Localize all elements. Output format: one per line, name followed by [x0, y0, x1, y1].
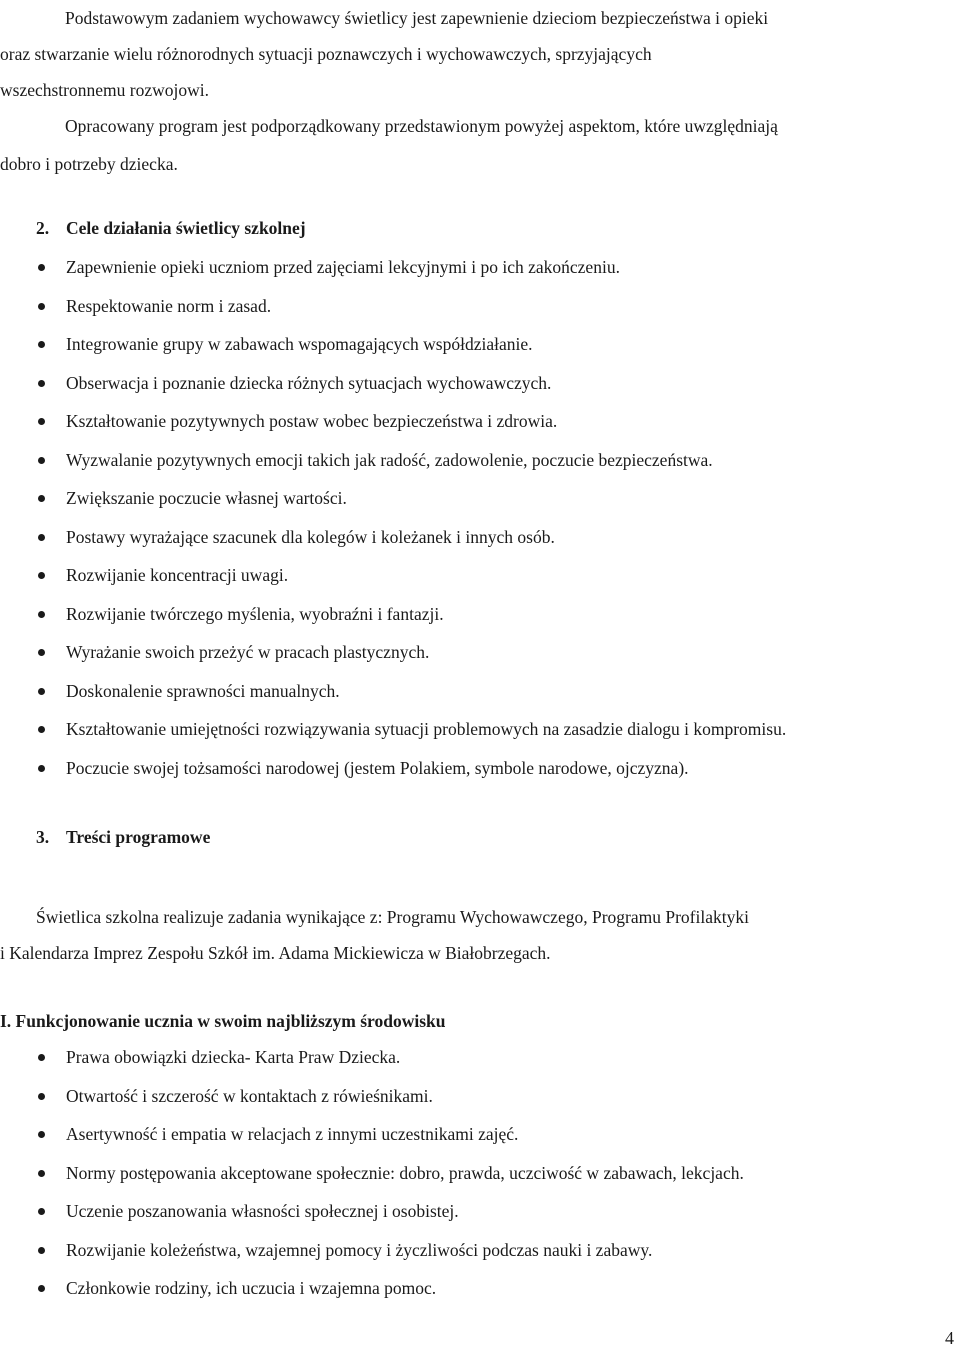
list-item-text: Doskonalenie sprawności manualnych.: [66, 680, 340, 701]
section-title: Treści programowe: [66, 827, 211, 847]
bullet-icon: [38, 1170, 45, 1177]
topics-list: [0, 1047, 744, 1299]
list-item: [0, 604, 786, 625]
list-item-text: Integrowanie grupy w zabawach wspomagających współdziałanie.: [66, 334, 533, 354]
text-line: Podstawowym zadaniem wychowawcy świetlicy jest zapewnienie dzieciom bezpieczeństwa i opieki: [65, 8, 769, 28]
bullet-icon: [38, 726, 45, 733]
list-item-text: Członkowie rodziny, ich uczucia i wzajemna pomoc.: [66, 1278, 437, 1298]
list-item-text: Postawy wyrażające szacunek dla kolegów i koleżanek i innych osób.: [66, 526, 555, 547]
list-item-text: Prawa obowiązki dziecka- Karta Praw Dziecka.: [66, 1047, 401, 1067]
bullet-icon: [38, 303, 45, 310]
section-title: Cele działania świetlicy szkolnej: [66, 218, 306, 238]
list-item-text: Zapewnienie opieki uczniom przed zajęciami lekcyjnymi i po ich zakończeniu.: [66, 257, 620, 277]
list-item: [0, 1201, 744, 1222]
list-item-text: Zwiększanie poczucie własnej wartości.: [66, 488, 347, 508]
section-heading: [36, 827, 210, 848]
bullet-icon: [38, 649, 45, 656]
section3-paragraph: [0, 899, 960, 971]
bullet-icon: [38, 1131, 45, 1138]
bullet-icon: [38, 341, 45, 348]
text-line: oraz stwarzanie wielu różnorodnych sytuacji poznawczych i wychowawczych, sprzyjających: [0, 44, 652, 64]
list-item-text: Uczenie poszanowania własności społecznej i osobistej.: [66, 1201, 459, 1221]
list-item: [0, 719, 786, 740]
section-number: 2.: [36, 218, 50, 238]
text-line: dobro i potrzeby dziecka.: [0, 154, 178, 174]
bullet-icon: [38, 418, 45, 425]
list-item: [0, 642, 786, 663]
text-line: wszechstronnemu rozwojowi.: [0, 80, 209, 100]
list-item: [0, 527, 786, 548]
list-item: [0, 373, 786, 394]
list-item: [0, 450, 786, 471]
bullet-icon: [38, 1247, 45, 1254]
bullet-icon: [38, 765, 45, 772]
section-title: I. Funkcjonowanie ucznia w swoim najbliższym środowisku: [0, 1011, 446, 1031]
text-line: i Kalendarza Imprez Zespołu Szkół im. Adama Mickiewicza w Białobrzegach.: [0, 943, 551, 963]
list-item: [0, 1124, 744, 1145]
list-item: [0, 257, 786, 278]
list-item: [0, 1086, 744, 1107]
bullet-icon: [38, 264, 45, 271]
bullet-icon: [38, 688, 45, 695]
list-item: [0, 758, 786, 779]
bullet-icon: [38, 1208, 45, 1215]
text-line: Świetlica szkolna realizuje zadania wynikające z: Programu Wychowawczego, Programu Profilaktyki: [36, 907, 749, 927]
list-item-text: Otwartość i szczerość w kontaktach z rówieśnikami.: [66, 1085, 433, 1106]
bullet-icon: [38, 495, 45, 502]
list-item: [0, 681, 786, 702]
list-item-text: Kształtowanie pozytywnych postaw wobec bezpieczeństwa i zdrowia.: [66, 411, 558, 431]
section-heading: [0, 1011, 446, 1032]
page-number: 4: [945, 1328, 954, 1348]
bullet-icon: [38, 457, 45, 464]
list-item: [0, 334, 786, 355]
list-item: [0, 1240, 744, 1261]
list-item-text: Rozwijanie twórczego myślenia, wyobraźni i fantazji.: [66, 603, 444, 624]
list-item: [0, 565, 786, 586]
list-item-text: Obserwacja i poznanie dziecka różnych sytuacjach wychowawczych.: [66, 372, 552, 393]
list-item-text: Kształtowanie umiejętności rozwiązywania sytuacji problemowych na zasadzie dialogu i kompromisu.: [66, 719, 787, 739]
list-item: [0, 411, 786, 432]
list-item: [0, 1047, 744, 1068]
list-item-text: Poczucie swojej tożsamości narodowej (jestem Polakiem, symbole narodowe, ojczyzna).: [66, 757, 689, 778]
section-number: 3.: [36, 827, 50, 847]
intro-paragraph: [0, 0, 960, 108]
intro-paragraph-2: [0, 107, 960, 183]
bullet-icon: [38, 572, 45, 579]
bullet-icon: [38, 1285, 45, 1292]
bullet-icon: [38, 1093, 45, 1100]
list-item: [0, 488, 786, 509]
list-item-text: Asertywność i empatia w relacjach z innymi uczestnikami zajęć.: [66, 1124, 519, 1144]
section-heading: [36, 218, 306, 239]
bullet-icon: [38, 1054, 45, 1061]
bullet-icon: [38, 534, 45, 541]
list-item-text: Wyzwalanie pozytywnych emocji takich jak radość, zadowolenie, poczucie bezpieczeństwa.: [66, 449, 713, 470]
text-line: Opracowany program jest podporządkowany przedstawionym powyżej aspektom, które uwzględniają: [65, 116, 778, 136]
list-item: [0, 296, 786, 317]
bullet-icon: [38, 380, 45, 387]
list-item: [0, 1163, 744, 1184]
list-item-text: Wyrażanie swoich przeżyć w pracach plastycznych.: [66, 642, 430, 662]
goals-list: [0, 257, 786, 779]
bullet-icon: [38, 611, 45, 618]
list-item-text: Normy postępowania akceptowane społecznie: dobro, prawda, uczciwość w zabawach, lekcjach.: [66, 1162, 744, 1183]
list-item: [0, 1278, 744, 1299]
list-item-text: Rozwijanie koncentracji uwagi.: [66, 565, 289, 585]
list-item-text: Rozwijanie koleżeństwa, wzajemnej pomocy i życzliwości podczas nauki i zabawy.: [66, 1239, 653, 1260]
list-item-text: Respektowanie norm i zasad.: [66, 295, 272, 316]
